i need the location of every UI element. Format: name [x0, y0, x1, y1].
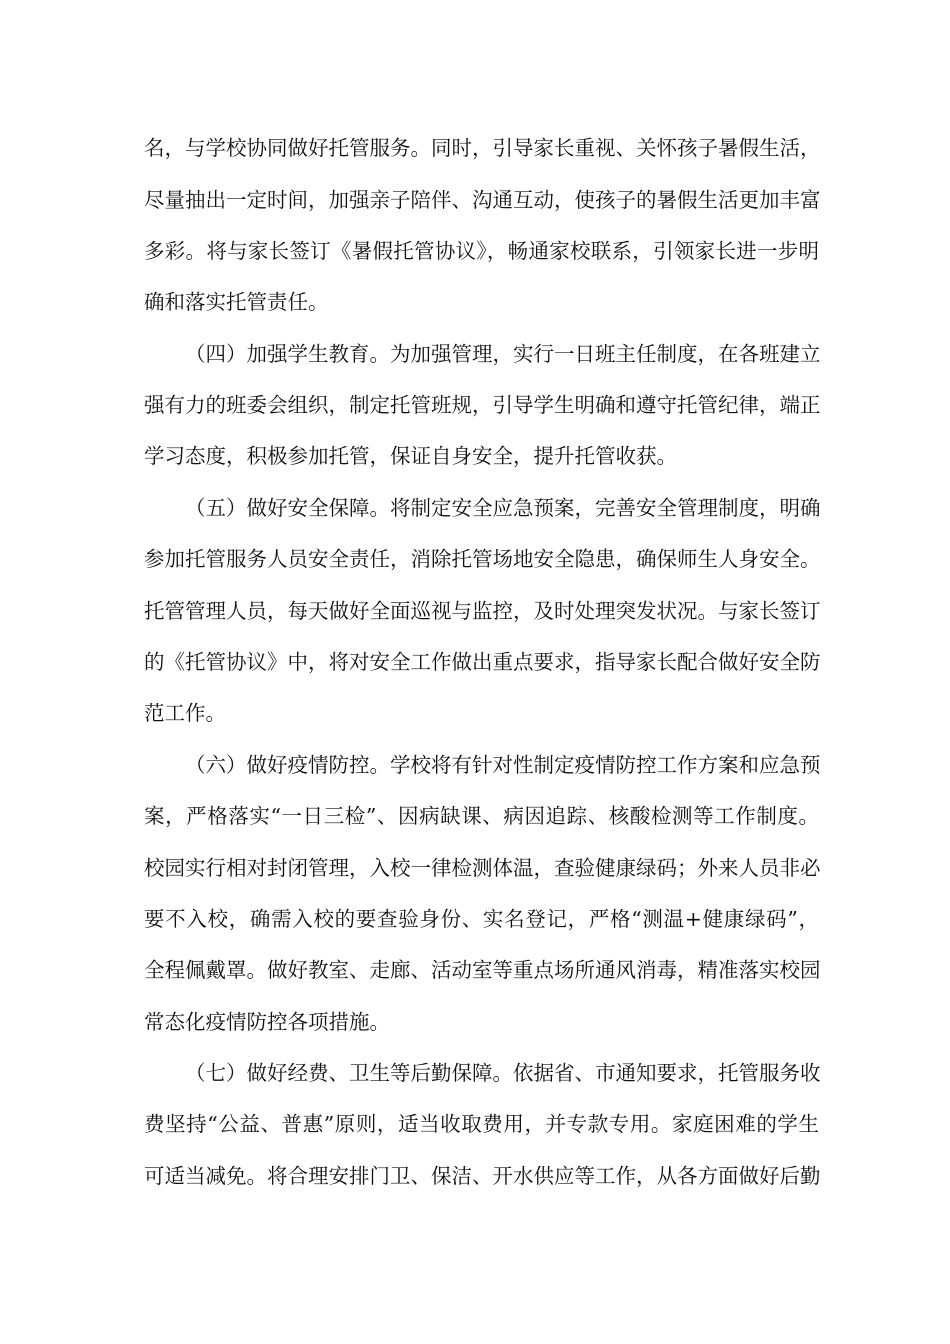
text-line: 范工作。	[144, 701, 226, 725]
text-line: 学习态度，积极参加托管，保证自身安全，提升托管收获。	[144, 444, 677, 468]
paragraph-heading-line: （四）加强学生教育。为加强管理，实行一日班主任制度，在各班建立	[185, 342, 821, 366]
text-line: 费坚持“公益、普惠”原则，适当收取费用，并专款专用。家庭困难的学生	[144, 1112, 819, 1136]
text-line: 确和落实托管责任。	[144, 290, 329, 314]
text-line: 名，与学校协同做好托管服务。同时，引导家长重视、关怀孩子暑假生活，	[144, 136, 821, 160]
text-line: 校园实行相对封闭管理，入校一律检测体温，查验健康绿码；外来人员非必	[144, 856, 821, 880]
paragraph-heading-line: （七）做好经费、卫生等后勤保障。依据省、市通知要求，托管服务收	[185, 1061, 821, 1085]
text-line: 参加托管服务人员安全责任，消除托管场地安全隐患，确保师生人身安全。	[144, 547, 821, 571]
text-line: 的《托管协议》中，将对安全工作做出重点要求，指导家长配合做好安全防	[144, 650, 821, 674]
paragraph-heading-line: （六）做好疫情防控。学校将有针对性制定疫情防控工作方案和应急预	[185, 753, 821, 777]
text-line: 全程佩戴罩。做好教室、走廊、活动室等重点场所通风消毒，精准落实校园	[144, 958, 821, 982]
text-line: 常态化疫情防控各项措施。	[144, 1010, 390, 1034]
text-line: 多彩。将与家长签订《暑假托管协议》，畅通家校联系，引领家长进一步明	[144, 239, 819, 263]
text-line: 案，严格落实“一日三检”、因病缺课、病因追踪、核酸检测等工作制度。	[144, 804, 819, 828]
text-line: 尽量抽出一定时间，加强亲子陪伴、沟通互动，使孩子的暑假生活更加丰富	[144, 188, 821, 212]
paragraph-heading-line: （五）做好安全保障。将制定安全应急预案，完善安全管理制度，明确	[185, 496, 821, 520]
text-line: 可适当减免。将合理安排门卫、保洁、开水供应等工作，从各方面做好后勤	[144, 1164, 821, 1188]
text-line: 要不入校，确需入校的要查验身份、实名登记，严格“测温+健康绿码”，	[144, 907, 819, 931]
text-line: 强有力的班委会组织，制定托管班规，引导学生明确和遵守托管纪律，端正	[144, 393, 821, 417]
text-line: 托管管理人员，每天做好全面巡视与监控，及时处理突发状况。与家长签订	[144, 599, 821, 623]
